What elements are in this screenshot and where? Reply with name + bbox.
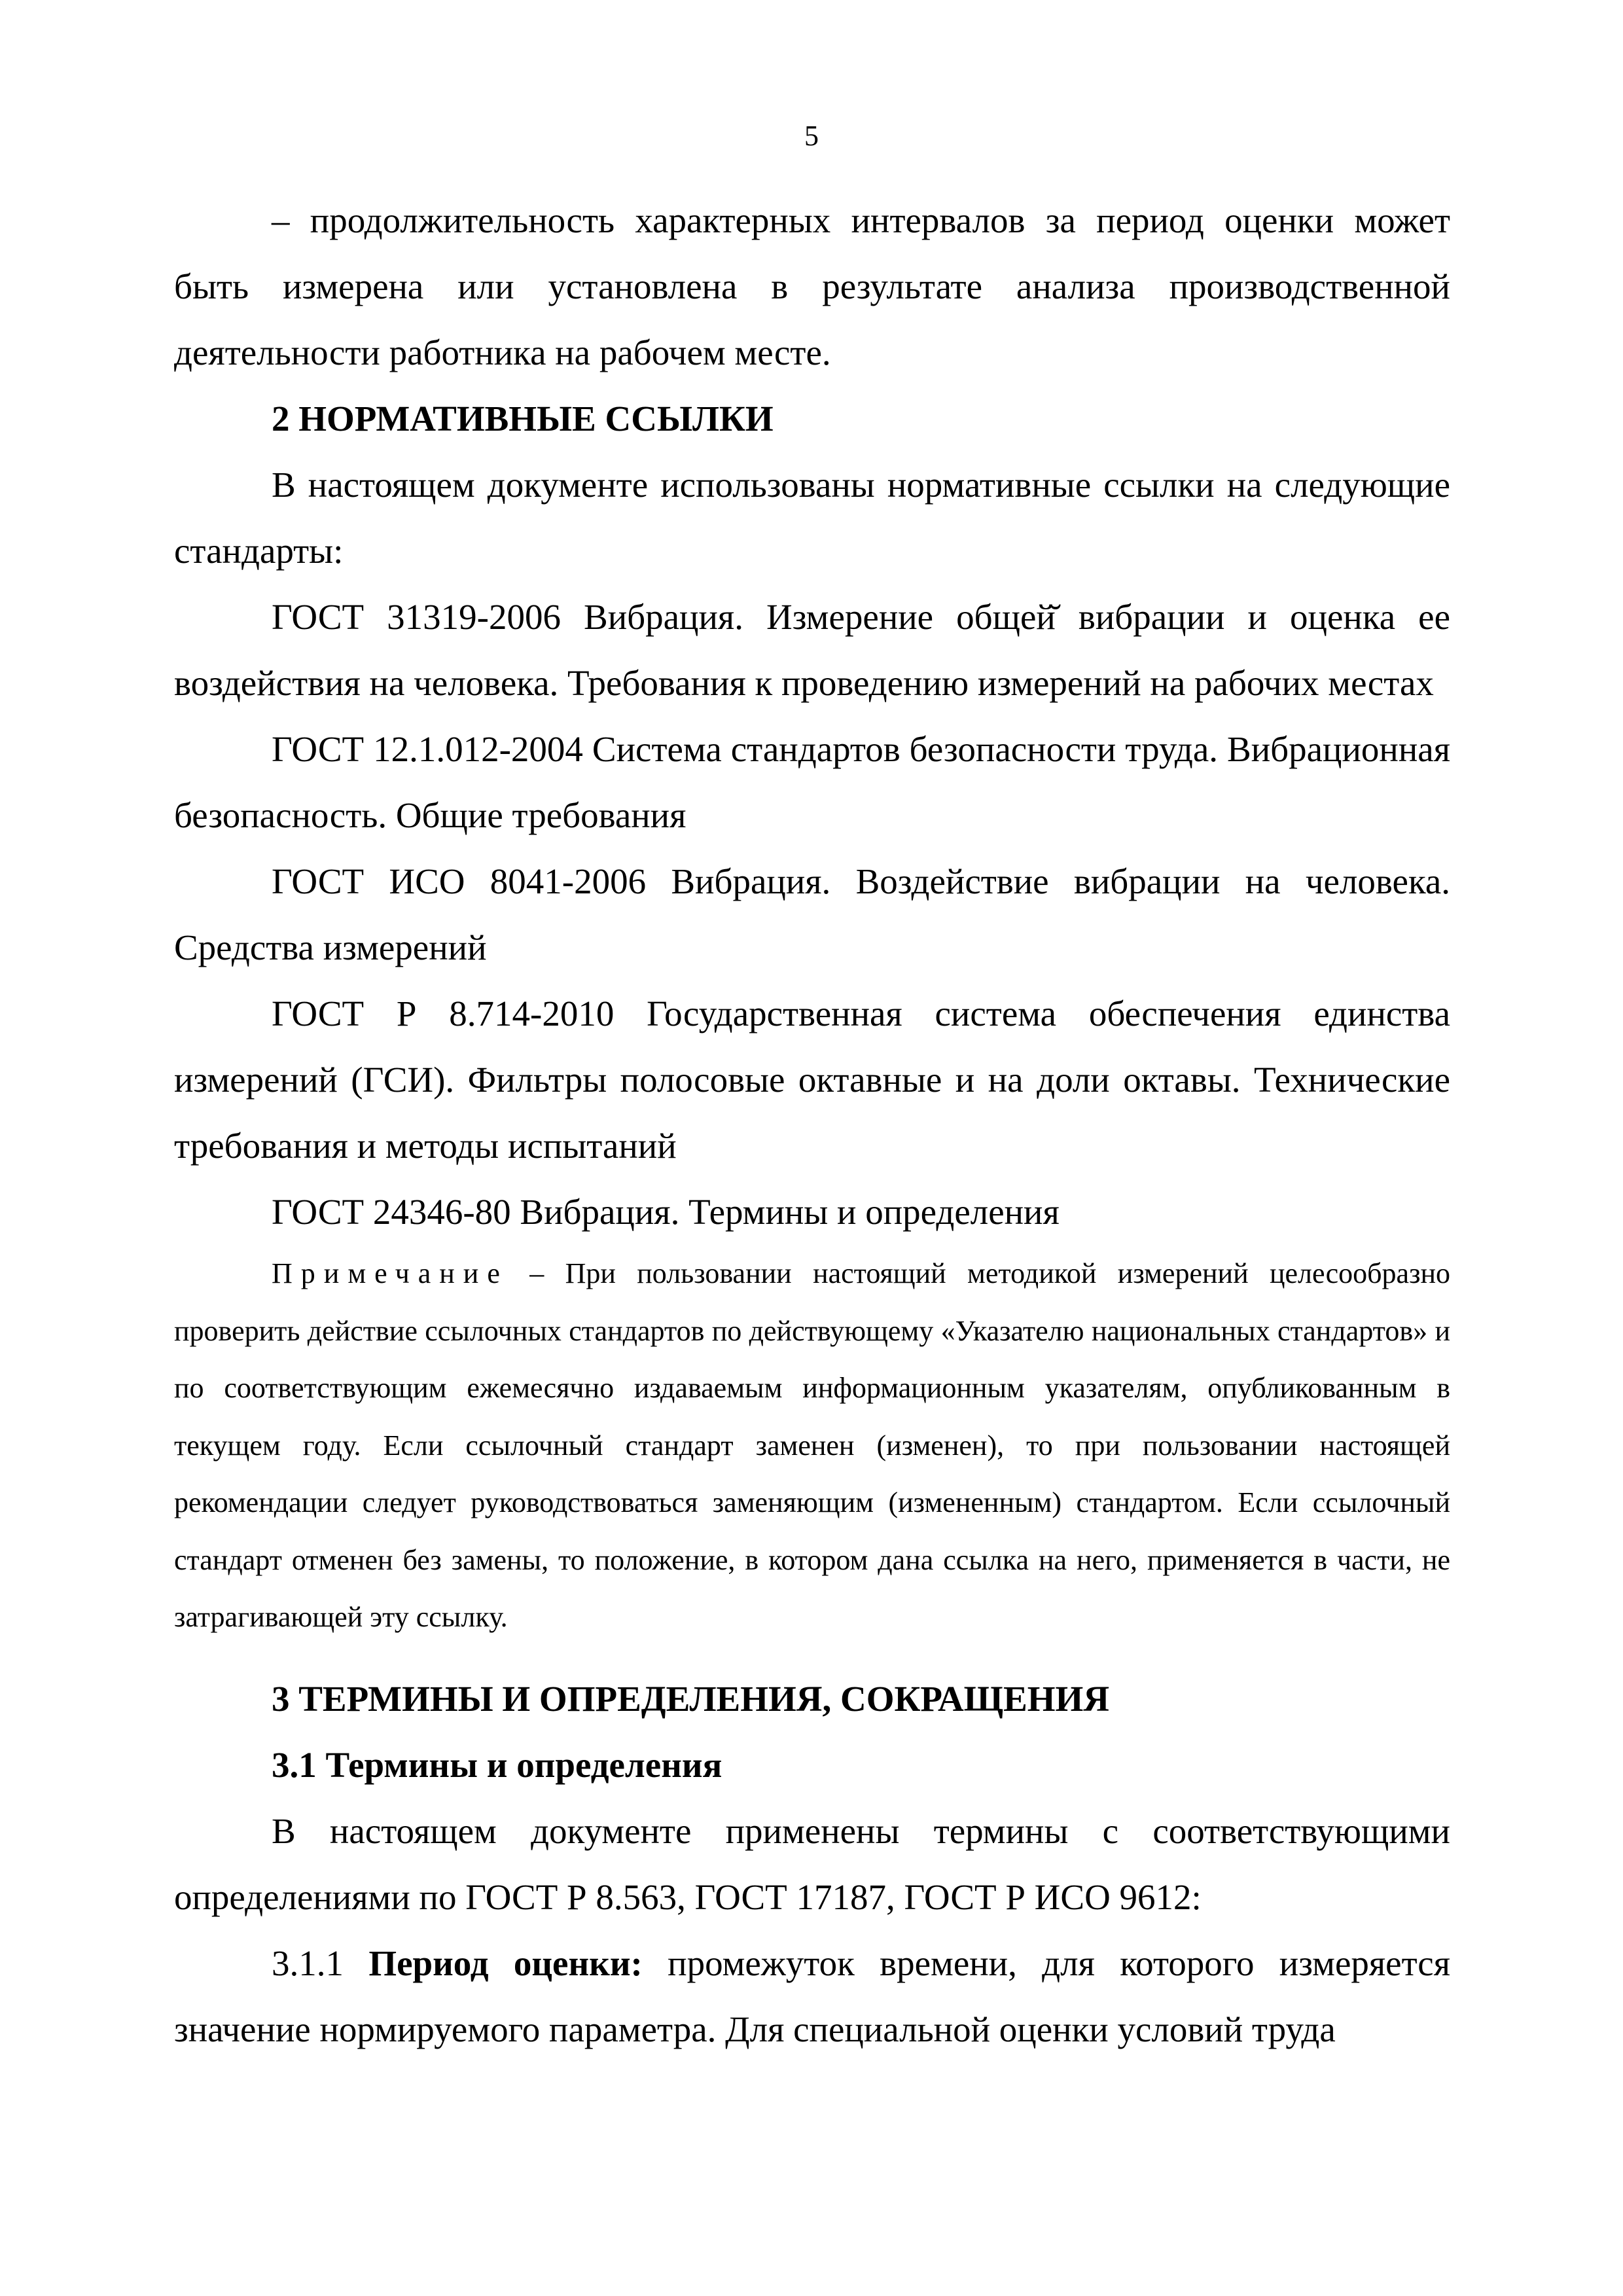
note-text: – При пользовании настоящий методикой измерений целесообразно проверить действие ссылочных стандартов по действующему «Указателю национальных стандартов» и по соответствующим ежемесячно издаваемым информационным указателям, опубликованным в текущем году. Если ссылочный стандарт заменен (изменен), то при пользовании настоящей рекомендации следует руководствоваться заменяющим (измененным) стандартом. Если ссылочный стандарт отменен без замены, то положение, в котором дана ссылка на него, применяется в части, не затрагивающей эту ссылку.	[174, 1257, 1450, 1633]
term-name: Период оценки:	[368, 1943, 643, 1983]
section-3-intro: В настоящем документе применены термины с соответствующими определениями по ГОСТ Р 8.563, ГОСТ 17187, ГОСТ Р ИСО 9612:	[174, 1810, 1450, 1917]
section-2-intro: В настоящем документе использованы нормативные ссылки на следующие стандарты:	[174, 465, 1450, 571]
subsection-3-1-heading: 3.1 Термины и определения	[272, 1744, 722, 1785]
page-number: 5	[804, 120, 819, 152]
intro-paragraph: – продолжительность характерных интервалов за период оценки может быть измерена или установлена в результате анализа производственной деятельности работника на рабочем месте.	[174, 200, 1450, 372]
section-2-heading: 2 НОРМАТИВНЫЕ ССЫЛКИ	[272, 399, 774, 439]
note-paragraph	[174, 1245, 1450, 1646]
page-content	[174, 187, 1450, 2062]
reference-gost-31319: ГОСТ 31319-2006 Вибрация. Измерение общей̆ вибрации и оценка ее воздействия на человека. Требования к проведению измерений на рабочих местах	[174, 597, 1450, 703]
term-number: 3.1.1	[272, 1943, 369, 1983]
term-definition: промежуток времени, для которого измеряется значение нормируемого параметра. Для специальной оценки условий труда	[174, 1943, 1450, 2049]
reference-gost-12-1-012: ГОСТ 12.1.012-2004 Система стандартов безопасности труда. Вибрационная безопасность. Общие требования	[174, 729, 1450, 835]
reference-gost-r-8-714: ГОСТ Р 8.714-2010 Государственная система обеспечения единства измерений (ГСИ). Фильтры полосовые октавные и на доли октавы. Технические требования и методы испытаний	[174, 994, 1450, 1166]
term-3-1-1	[174, 1930, 1450, 2062]
reference-gost-24346: ГОСТ 24346-80 Вибрация. Термины и определения	[272, 1192, 1060, 1232]
section-3-heading: 3 ТЕРМИНЫ И ОПРЕДЕЛЕНИЯ, СОКРАЩЕНИЯ	[272, 1678, 1110, 1719]
reference-gost-iso-8041: ГОСТ ИСО 8041-2006 Вибрация. Воздействие вибрации на человека. Средства измерений	[174, 861, 1450, 967]
note-label: Примечание	[272, 1257, 508, 1289]
